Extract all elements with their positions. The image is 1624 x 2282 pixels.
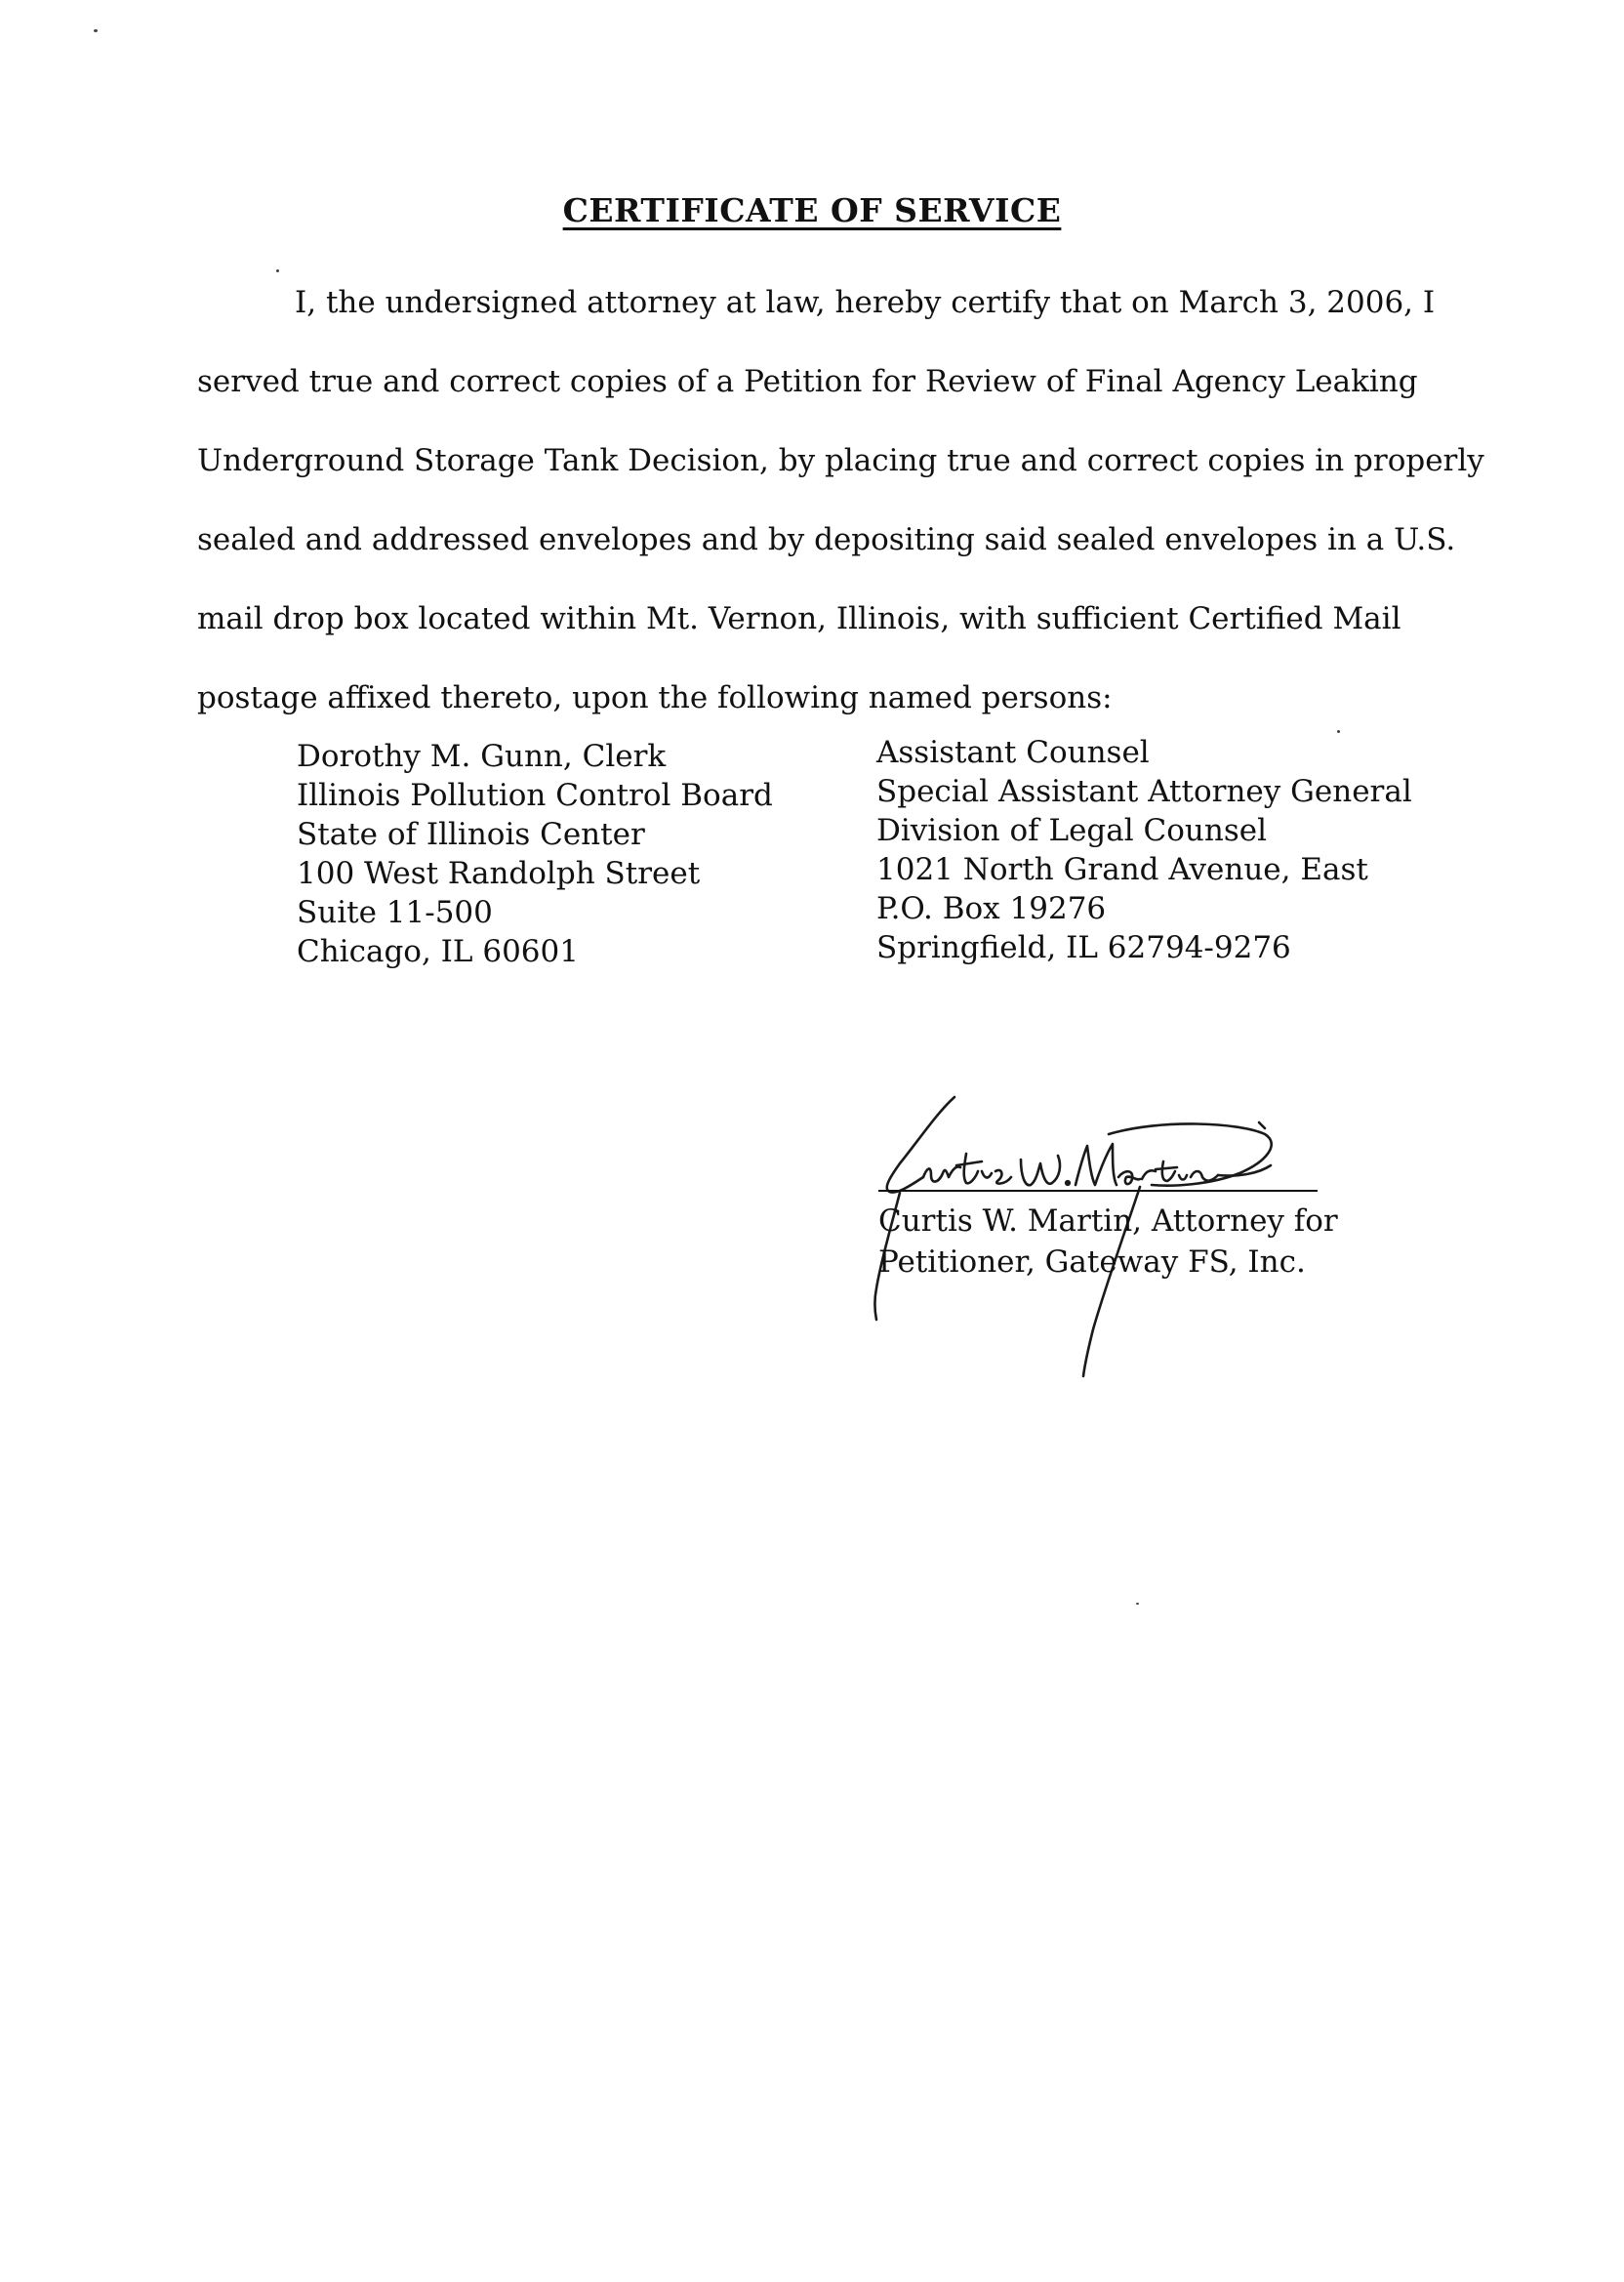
- address-line: Special Assistant Attorney General: [876, 774, 1412, 809]
- address-line: Suite 11-500: [297, 895, 493, 930]
- scan-speck: [94, 29, 98, 32]
- paragraph-line: Underground Storage Tank Decision, by placing true and correct copies in properly: [197, 443, 1484, 478]
- certification-paragraph: [197, 264, 1484, 738]
- address-line: Springfield, IL 62794-9276: [876, 930, 1291, 965]
- address-line: 1021 North Grand Avenue, East: [876, 852, 1368, 887]
- paragraph-line: sealed and addressed envelopes and by depositing said sealed envelopes in a U.S.: [197, 522, 1456, 557]
- scan-speck: [276, 269, 279, 272]
- signature-block: [830, 1083, 1474, 1396]
- signer-printed-name: [878, 1201, 1338, 1283]
- address-line: Dorothy M. Gunn, Clerk: [297, 739, 667, 774]
- signer-line: Petitioner, Gateway FS, Inc.: [878, 1244, 1306, 1280]
- address-line: Assistant Counsel: [876, 735, 1150, 770]
- address-line: P.O. Box 19276: [876, 891, 1107, 926]
- address-line: 100 West Randolph Street: [297, 856, 701, 891]
- paragraph-line: mail drop box located within Mt. Vernon, Illinois, with sufficient Certified Mail: [197, 601, 1401, 636]
- recipient-address-right: [876, 733, 1412, 967]
- scan-speck: [1136, 1603, 1139, 1605]
- signer-line: Curtis W. Martin, Attorney for: [878, 1203, 1338, 1239]
- address-line: Chicago, IL 60601: [297, 934, 579, 969]
- paragraph-line: I, the undersigned attorney at law, hereby certify that on March 3, 2006, I: [295, 285, 1436, 320]
- document-title: CERTIFICATE OF SERVICE: [562, 191, 1062, 229]
- address-line: State of Illinois Center: [297, 817, 645, 852]
- address-line: Illinois Pollution Control Board: [297, 778, 773, 813]
- recipient-address-left: [297, 737, 773, 971]
- scan-speck: [1337, 730, 1340, 733]
- signature-line: [878, 1190, 1318, 1192]
- paragraph-line: served true and correct copies of a Petition for Review of Final Agency Leaking: [197, 364, 1418, 399]
- address-line: Division of Legal Counsel: [876, 813, 1268, 848]
- paragraph-line: postage affixed thereto, upon the following named persons:: [197, 680, 1113, 715]
